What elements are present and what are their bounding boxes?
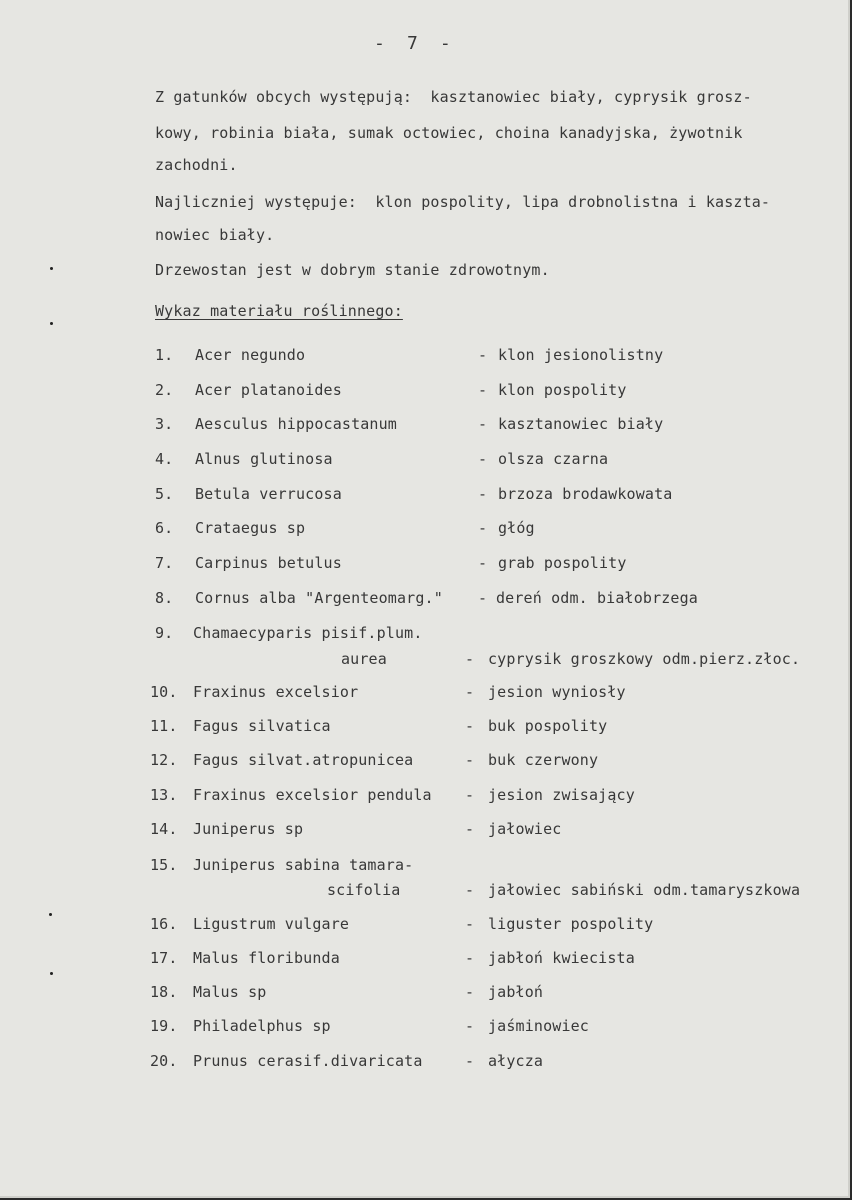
plant-number: 9. (155, 624, 174, 642)
margin-mark (50, 322, 53, 325)
plant-number: 2. (155, 381, 174, 399)
plant-polish-name: liguster pospolity (488, 915, 654, 933)
plant-dash: - (478, 381, 488, 399)
plant-number: 6. (155, 519, 174, 537)
plant-number: 12. (150, 751, 178, 769)
plant-latin-name-cont: aurea (341, 650, 387, 668)
plant-latin-name: Malus sp (193, 983, 267, 1001)
plant-polish-name: jałowiec (488, 820, 562, 838)
plant-dash: - (465, 915, 475, 933)
plant-latin-name: Aesculus hippocastanum (195, 415, 397, 433)
plant-number: 18. (150, 983, 178, 1001)
plant-polish-name: kasztanowiec biały (498, 415, 664, 433)
plant-dash: - (465, 1017, 475, 1035)
plant-number: 10. (150, 683, 178, 701)
plant-dash: - (465, 1052, 475, 1070)
plant-polish-name: olsza czarna (498, 450, 609, 468)
plant-number: 5. (155, 485, 174, 503)
plant-polish-name: ałycza (488, 1052, 544, 1070)
plant-polish-name: brzoza brodawkowata (498, 485, 673, 503)
plant-latin-name: Crataegus sp (195, 519, 306, 537)
plant-polish-name: jałowiec sabiński odm.tamaryszkowa (488, 881, 801, 899)
plant-polish-name: grab pospolity (498, 554, 627, 572)
plant-latin-name: Cornus alba "Argenteomarg." (195, 589, 443, 607)
paragraph-line: Najliczniej występuje: klon pospolity, lipa drobnolistna i kaszta- (155, 193, 771, 211)
plant-number: 17. (150, 949, 178, 967)
plant-polish-name: głóg (498, 519, 535, 537)
paragraph-line: zachodni. (155, 156, 238, 174)
plant-latin-name: Juniperus sabina tamara- (193, 856, 414, 874)
plant-polish-name: jesion zwisający (488, 786, 635, 804)
margin-mark (49, 913, 52, 916)
plant-latin-name: Betula verrucosa (195, 485, 342, 503)
paragraph-line: Z gatunków obcych występują: kasztanowiec biały, cyprysik grosz- (155, 88, 752, 106)
plant-dash: - (465, 983, 475, 1001)
plant-dash: - (465, 881, 475, 899)
plant-latin-name: Fraxinus excelsior pendula (193, 786, 432, 804)
paragraph-line: kowy, robinia biała, sumak octowiec, choina kanadyjska, żywotnik (155, 124, 743, 142)
plant-dash: - (465, 949, 475, 967)
plant-polish-name: jabłoń (488, 983, 544, 1001)
plant-dash: - (478, 589, 488, 607)
plant-latin-name: Malus floribunda (193, 949, 340, 967)
plant-dash: - (465, 717, 475, 735)
plant-number: 15. (150, 856, 178, 874)
plant-number: 4. (155, 450, 174, 468)
plant-number: 20. (150, 1052, 178, 1070)
plant-polish-name: jaśminowiec (488, 1017, 589, 1035)
list-heading: Wykaz materiału roślinnego: (155, 302, 403, 320)
plant-polish-name: cyprysik groszkowy odm.pierz.złoc. (488, 650, 801, 668)
margin-mark (50, 267, 53, 270)
plant-latin-name: Acer negundo (195, 346, 306, 364)
plant-polish-name: buk czerwony (488, 751, 599, 769)
plant-number: 1. (155, 346, 174, 364)
plant-number: 16. (150, 915, 178, 933)
plant-number: 11. (150, 717, 178, 735)
plant-dash: - (465, 820, 475, 838)
plant-latin-name: Fagus silvatica (193, 717, 331, 735)
plant-number: 13. (150, 786, 178, 804)
plant-latin-name-cont: scifolia (327, 881, 401, 899)
plant-dash: - (478, 554, 488, 572)
plant-number: 19. (150, 1017, 178, 1035)
plant-polish-name: klon pospolity (498, 381, 627, 399)
plant-latin-name: Carpinus betulus (195, 554, 342, 572)
plant-dash: - (478, 346, 488, 364)
paragraph-line: nowiec biały. (155, 226, 275, 244)
plant-polish-name: jabłoń kwiecista (488, 949, 635, 967)
plant-number: 7. (155, 554, 174, 572)
plant-latin-name: Juniperus sp (193, 820, 304, 838)
plant-dash: - (478, 415, 488, 433)
plant-latin-name: Chamaecyparis pisif.plum. (193, 624, 423, 642)
plant-latin-name: Alnus glutinosa (195, 450, 333, 468)
plant-latin-name: Philadelphus sp (193, 1017, 331, 1035)
plant-number: 8. (155, 589, 174, 607)
page-number: - 7 - (374, 33, 451, 54)
plant-polish-name: jesion wyniosły (488, 683, 626, 701)
plant-latin-name: Acer platanoides (195, 381, 342, 399)
plant-dash: - (478, 485, 488, 503)
plant-polish-name: buk pospolity (488, 717, 608, 735)
plant-latin-name: Prunus cerasif.divaricata (193, 1052, 423, 1070)
plant-dash: - (465, 786, 475, 804)
plant-dash: - (478, 519, 488, 537)
plant-number: 14. (150, 820, 178, 838)
plant-dash: - (465, 751, 475, 769)
plant-dash: - (478, 450, 488, 468)
plant-latin-name: Ligustrum vulgare (193, 915, 350, 933)
plant-number: 3. (155, 415, 174, 433)
plant-polish-name: klon jesionolistny (498, 346, 664, 364)
plant-polish-name: dereń odm. białobrzega (496, 589, 698, 607)
paragraph-line: Drzewostan jest w dobrym stanie zdrowotnym. (155, 261, 550, 279)
plant-latin-name: Fagus silvat.atropunicea (193, 751, 414, 769)
plant-dash: - (465, 683, 475, 701)
plant-dash: - (465, 650, 475, 668)
margin-mark (50, 972, 53, 975)
plant-latin-name: Fraxinus excelsior (193, 683, 359, 701)
